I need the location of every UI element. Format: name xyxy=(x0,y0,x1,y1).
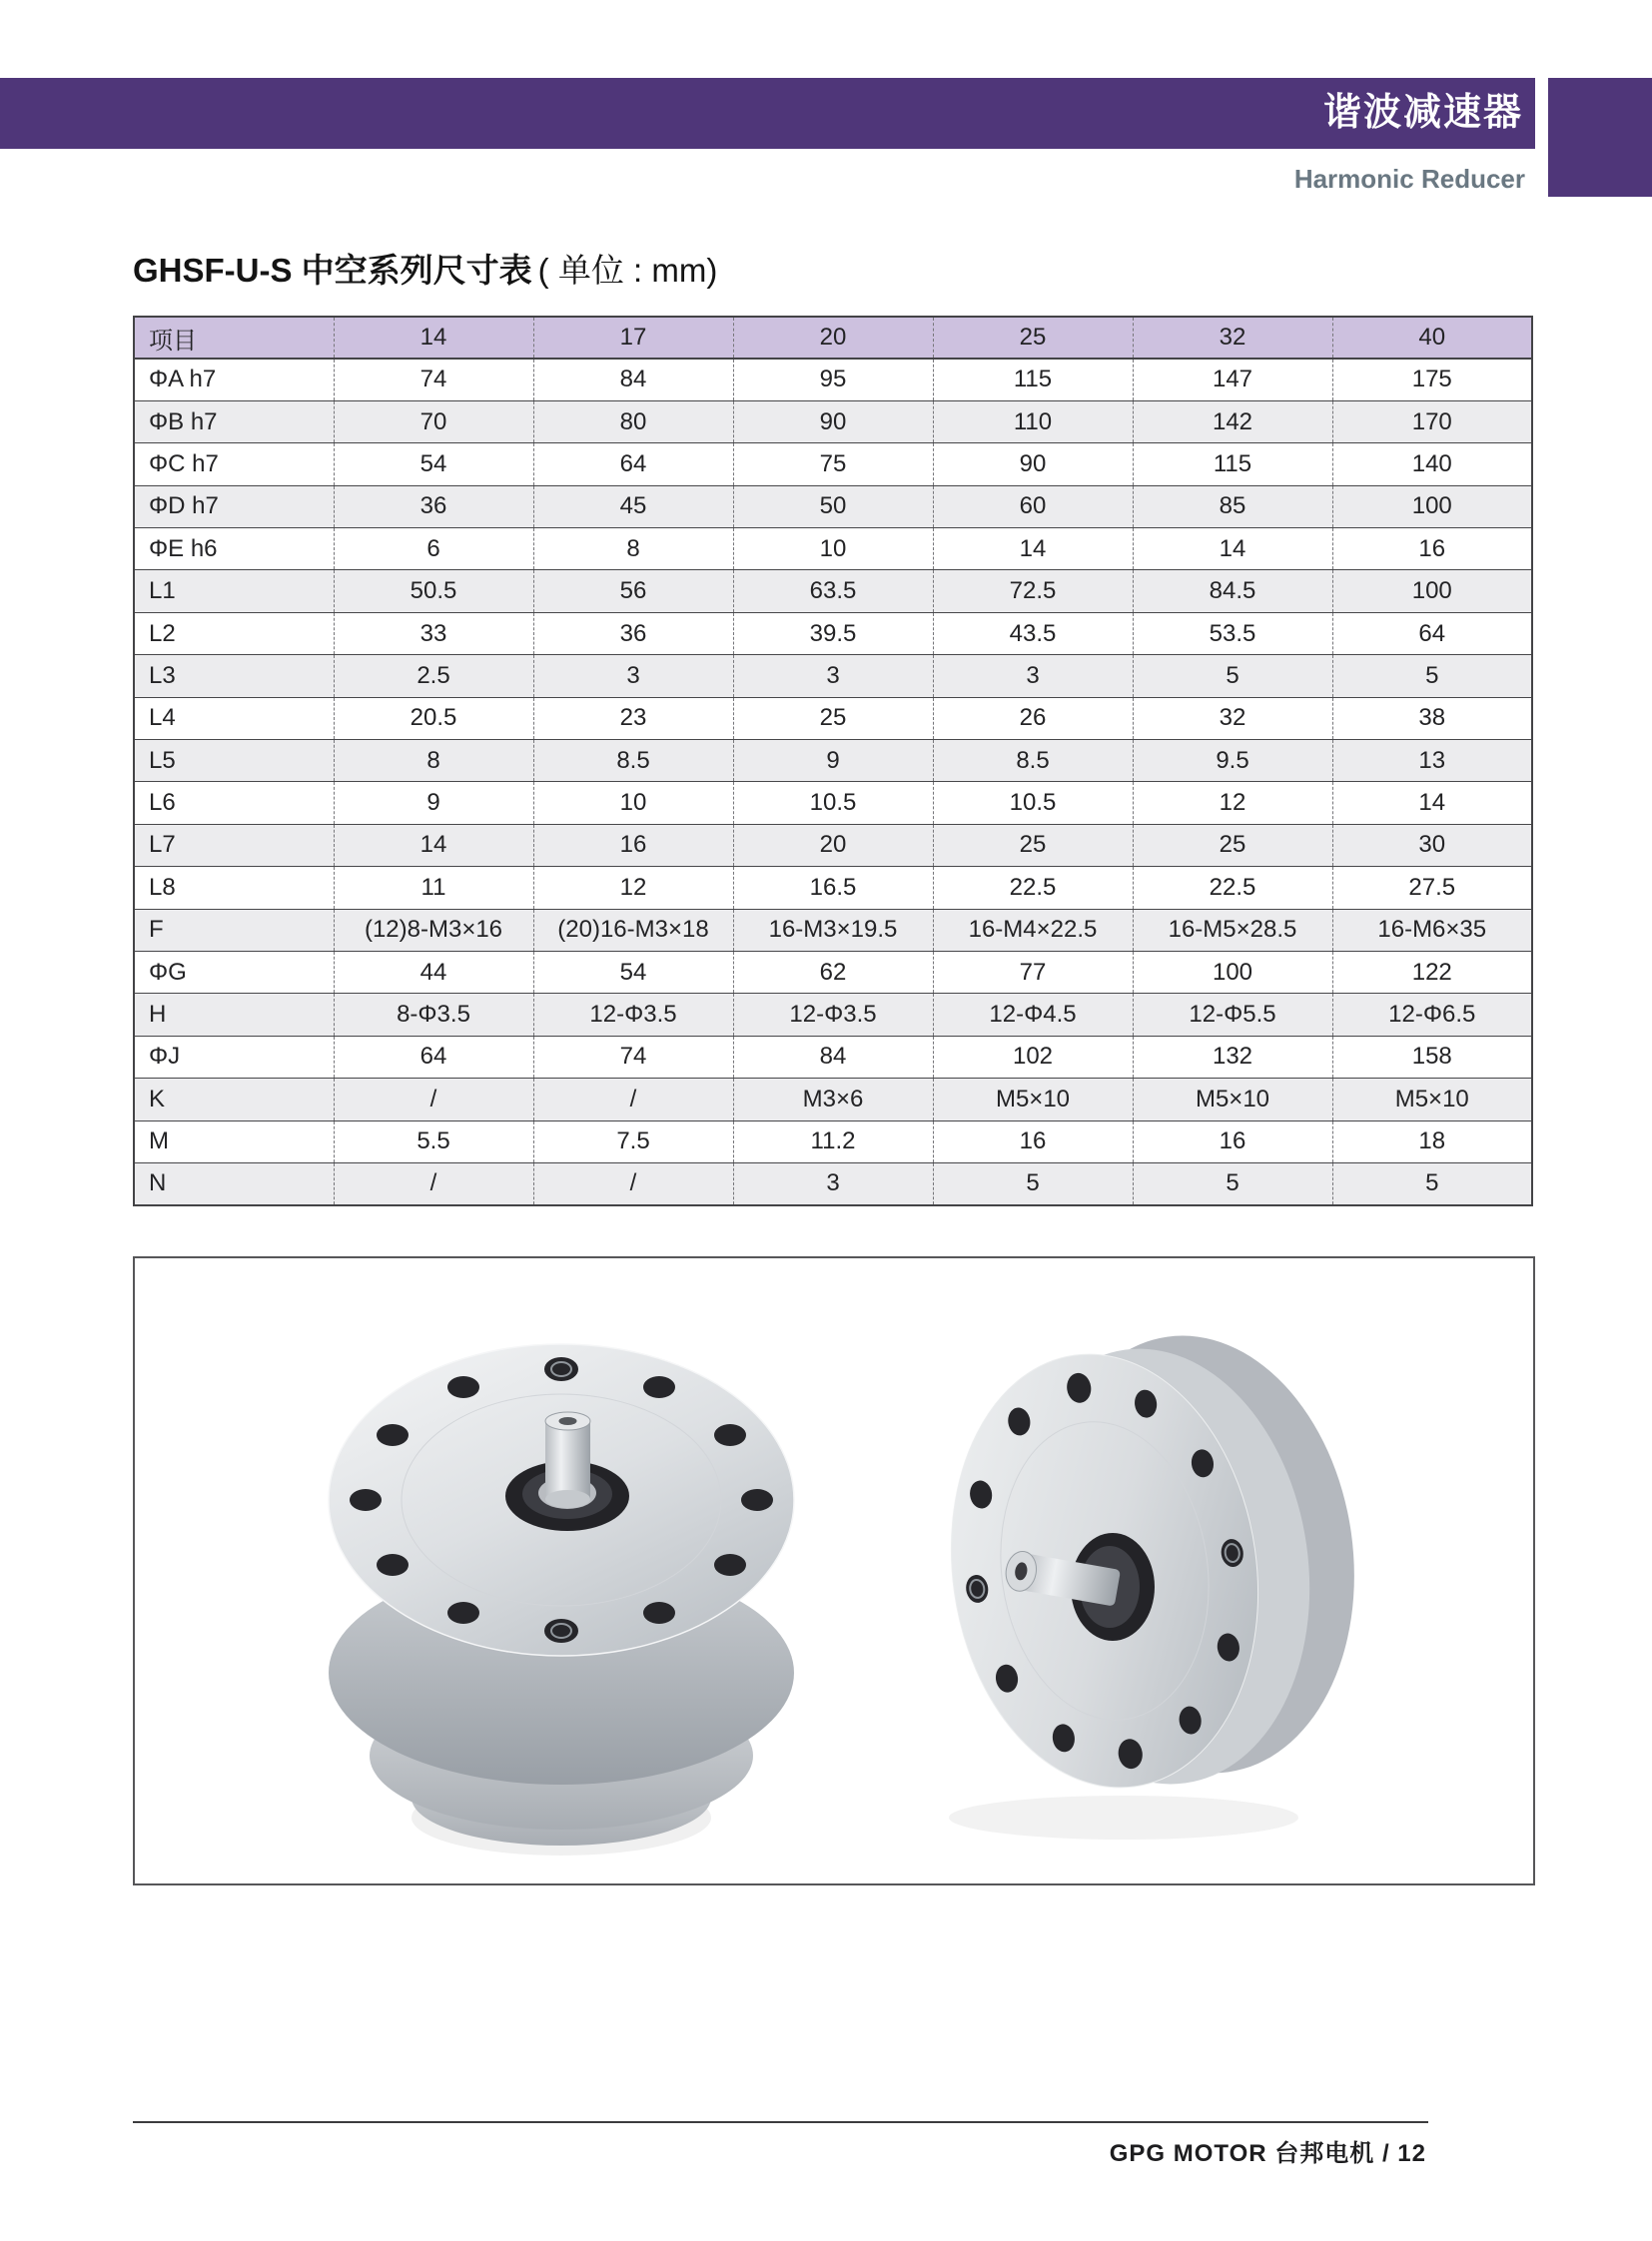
table-cell: 16-M4×22.5 xyxy=(933,909,1133,951)
table-cell: 115 xyxy=(1133,443,1332,485)
table-cell: 63.5 xyxy=(733,570,933,612)
table-cell: 100 xyxy=(1133,951,1332,993)
row-label: L4 xyxy=(134,697,334,739)
table-cell: 170 xyxy=(1332,400,1532,442)
table-cell: 22.5 xyxy=(1133,867,1332,909)
row-label: L6 xyxy=(134,782,334,824)
table-row xyxy=(134,400,1532,442)
table-cell: 30 xyxy=(1332,824,1532,866)
row-label: L1 xyxy=(134,570,334,612)
column-header-size-25: 25 xyxy=(933,317,1133,359)
table-cell: 70 xyxy=(334,400,533,442)
row-label: N xyxy=(134,1162,334,1204)
table-row xyxy=(134,443,1532,485)
table-cell: 6 xyxy=(334,528,533,570)
row-label: F xyxy=(134,909,334,951)
table-row xyxy=(134,994,1532,1036)
row-label: ΦG xyxy=(134,951,334,993)
table-cell: 9 xyxy=(733,740,933,782)
header-accent-square xyxy=(1548,78,1652,197)
table-cell: 25 xyxy=(733,697,933,739)
table-cell: 72.5 xyxy=(933,570,1133,612)
table-cell: 44 xyxy=(334,951,533,993)
table-cell: 12-Φ3.5 xyxy=(733,994,933,1036)
column-header-size-14: 14 xyxy=(334,317,533,359)
table-cell: 5 xyxy=(1332,655,1532,697)
table-row xyxy=(134,570,1532,612)
table-cell: 12-Φ3.5 xyxy=(533,994,733,1036)
table-cell: 5 xyxy=(1332,1162,1532,1204)
table-cell: 12-Φ6.5 xyxy=(1332,994,1532,1036)
table-cell: 14 xyxy=(1332,782,1532,824)
table-cell: 54 xyxy=(533,951,733,993)
table-row xyxy=(134,359,1532,400)
table-cell: 22.5 xyxy=(933,867,1133,909)
table-row xyxy=(134,697,1532,739)
row-label: ΦD h7 xyxy=(134,485,334,527)
table-cell: 3 xyxy=(533,655,733,697)
table-cell: 8.5 xyxy=(533,740,733,782)
section-title xyxy=(133,245,717,292)
table-row xyxy=(134,909,1532,951)
table-cell: 3 xyxy=(733,655,933,697)
table-header-row xyxy=(134,317,1532,359)
table-cell: 9.5 xyxy=(1133,740,1332,782)
table-cell: 100 xyxy=(1332,570,1532,612)
table-cell: 75 xyxy=(733,443,933,485)
table-cell: M5×10 xyxy=(1133,1079,1332,1120)
table-cell: 16-M3×19.5 xyxy=(733,909,933,951)
table-cell: 90 xyxy=(933,443,1133,485)
table-cell: 38 xyxy=(1332,697,1532,739)
table-cell: M5×10 xyxy=(1332,1079,1532,1120)
table-row xyxy=(134,867,1532,909)
table-cell: 32 xyxy=(1133,697,1332,739)
footer-divider xyxy=(133,2121,1428,2123)
table-cell: 132 xyxy=(1133,1036,1332,1078)
row-label: L7 xyxy=(134,824,334,866)
reducer-side-view-photo xyxy=(924,1315,1382,1840)
table-cell: 9 xyxy=(334,782,533,824)
table-cell: 16 xyxy=(933,1120,1133,1162)
table-cell: 147 xyxy=(1133,359,1332,400)
table-cell: 74 xyxy=(533,1036,733,1078)
table-cell: 84.5 xyxy=(1133,570,1332,612)
table-cell: 102 xyxy=(933,1036,1133,1078)
row-label: ΦE h6 xyxy=(134,528,334,570)
table-row xyxy=(134,1120,1532,1162)
table-cell: 64 xyxy=(1332,612,1532,654)
table-cell: 53.5 xyxy=(1133,612,1332,654)
row-label: ΦA h7 xyxy=(134,359,334,400)
column-header-size-20: 20 xyxy=(733,317,933,359)
table-row xyxy=(134,528,1532,570)
table-cell: 3 xyxy=(933,655,1133,697)
table-row xyxy=(134,1079,1532,1120)
table-cell: 10.5 xyxy=(733,782,933,824)
table-cell: 2.5 xyxy=(334,655,533,697)
table-cell: 5 xyxy=(933,1162,1133,1204)
row-label: L5 xyxy=(134,740,334,782)
section-title-main: GHSF-U-S 中空系列尺寸表 xyxy=(133,252,532,289)
table-cell: 23 xyxy=(533,697,733,739)
table-cell: 54 xyxy=(334,443,533,485)
table-cell: 142 xyxy=(1133,400,1332,442)
table-cell: 8-Φ3.5 xyxy=(334,994,533,1036)
table-cell: 16 xyxy=(533,824,733,866)
table-cell: 16 xyxy=(1332,528,1532,570)
column-header-size-17: 17 xyxy=(533,317,733,359)
table-cell: 95 xyxy=(733,359,933,400)
table-cell: 60 xyxy=(933,485,1133,527)
table-cell: / xyxy=(334,1079,533,1120)
row-label: ΦJ xyxy=(134,1036,334,1078)
table-cell: 36 xyxy=(334,485,533,527)
table-cell: 12 xyxy=(533,867,733,909)
table-cell: M5×10 xyxy=(933,1079,1133,1120)
table-row xyxy=(134,782,1532,824)
table-cell: 5 xyxy=(1133,655,1332,697)
table-cell: M3×6 xyxy=(733,1079,933,1120)
table-cell: 50.5 xyxy=(334,570,533,612)
table-cell: (12)8-M3×16 xyxy=(334,909,533,951)
table-cell: 7.5 xyxy=(533,1120,733,1162)
column-header-item: 项目 xyxy=(134,317,334,359)
section-title-unit: ( 单位 : mm) xyxy=(537,252,718,289)
table-cell: 8.5 xyxy=(933,740,1133,782)
table-cell: 74 xyxy=(334,359,533,400)
table-cell: 16 xyxy=(1133,1120,1332,1162)
product-image-panel xyxy=(133,1256,1535,1885)
table-cell: 5.5 xyxy=(334,1120,533,1162)
table-cell: 14 xyxy=(1133,528,1332,570)
row-label: L8 xyxy=(134,867,334,909)
table-cell: 10 xyxy=(533,782,733,824)
table-cell: 56 xyxy=(533,570,733,612)
table-cell: 5 xyxy=(1133,1162,1332,1204)
table-cell: 64 xyxy=(334,1036,533,1078)
table-cell: 77 xyxy=(933,951,1133,993)
row-label: M xyxy=(134,1120,334,1162)
table-cell: 43.5 xyxy=(933,612,1133,654)
table-cell: 64 xyxy=(533,443,733,485)
table-cell: 80 xyxy=(533,400,733,442)
table-cell: 25 xyxy=(933,824,1133,866)
table-row xyxy=(134,740,1532,782)
table-cell: 39.5 xyxy=(733,612,933,654)
table-cell: / xyxy=(533,1162,733,1204)
table-cell: 175 xyxy=(1332,359,1532,400)
table-cell: 110 xyxy=(933,400,1133,442)
table-row xyxy=(134,612,1532,654)
table-cell: 8 xyxy=(334,740,533,782)
table-cell: 10 xyxy=(733,528,933,570)
header-bar xyxy=(0,78,1535,149)
table-cell: (20)16-M3×18 xyxy=(533,909,733,951)
table-cell: 18 xyxy=(1332,1120,1532,1162)
row-label: ΦC h7 xyxy=(134,443,334,485)
table-cell: 8 xyxy=(533,528,733,570)
table-cell: 10.5 xyxy=(933,782,1133,824)
table-cell: 84 xyxy=(733,1036,933,1078)
row-label: ΦB h7 xyxy=(134,400,334,442)
row-label: K xyxy=(134,1079,334,1120)
table-cell: 20 xyxy=(733,824,933,866)
table-cell: 85 xyxy=(1133,485,1332,527)
table-cell: 115 xyxy=(933,359,1133,400)
table-cell: / xyxy=(533,1079,733,1120)
table-cell: 158 xyxy=(1332,1036,1532,1078)
table-row xyxy=(134,1162,1532,1204)
table-cell: 100 xyxy=(1332,485,1532,527)
table-cell: 16-M6×35 xyxy=(1332,909,1532,951)
table-cell: 45 xyxy=(533,485,733,527)
table-row xyxy=(134,485,1532,527)
row-label: L3 xyxy=(134,655,334,697)
table-cell: 26 xyxy=(933,697,1133,739)
table-cell: 90 xyxy=(733,400,933,442)
table-body xyxy=(134,359,1532,1205)
table-cell: / xyxy=(334,1162,533,1204)
table-row xyxy=(134,1036,1532,1078)
table-row xyxy=(134,655,1532,697)
footer-text: GPG MOTOR 台邦电机 / 12 xyxy=(1109,2140,1426,2167)
table-cell: 122 xyxy=(1332,951,1532,993)
table-cell: 12-Φ5.5 xyxy=(1133,994,1332,1036)
header-title-cn: 谐波减速器 xyxy=(1322,92,1523,134)
table-cell: 140 xyxy=(1332,443,1532,485)
header-title-en: Harmonic Reducer xyxy=(1293,164,1525,194)
table-cell: 13 xyxy=(1332,740,1532,782)
table-row xyxy=(134,951,1532,993)
table-row xyxy=(134,824,1532,866)
table-cell: 16.5 xyxy=(733,867,933,909)
column-header-size-32: 32 xyxy=(1133,317,1332,359)
table-cell: 3 xyxy=(733,1162,933,1204)
table-cell: 14 xyxy=(334,824,533,866)
table-cell: 27.5 xyxy=(1332,867,1532,909)
table-cell: 12 xyxy=(1133,782,1332,824)
table-cell: 20.5 xyxy=(334,697,533,739)
table-cell: 33 xyxy=(334,612,533,654)
table-cell: 36 xyxy=(533,612,733,654)
table-cell: 84 xyxy=(533,359,733,400)
table-cell: 50 xyxy=(733,485,933,527)
table-cell: 11.2 xyxy=(733,1120,933,1162)
table-cell: 11 xyxy=(334,867,533,909)
product-photos-illustration xyxy=(135,1258,1529,1879)
table-cell: 12-Φ4.5 xyxy=(933,994,1133,1036)
dimension-table xyxy=(133,316,1533,1206)
table-cell: 16-M5×28.5 xyxy=(1133,909,1332,951)
reducer-top-view-photo xyxy=(329,1344,794,1856)
table-cell: 62 xyxy=(733,951,933,993)
row-label: L2 xyxy=(134,612,334,654)
table-cell: 14 xyxy=(933,528,1133,570)
row-label: H xyxy=(134,994,334,1036)
table-cell: 25 xyxy=(1133,824,1332,866)
column-header-size-40: 40 xyxy=(1332,317,1532,359)
